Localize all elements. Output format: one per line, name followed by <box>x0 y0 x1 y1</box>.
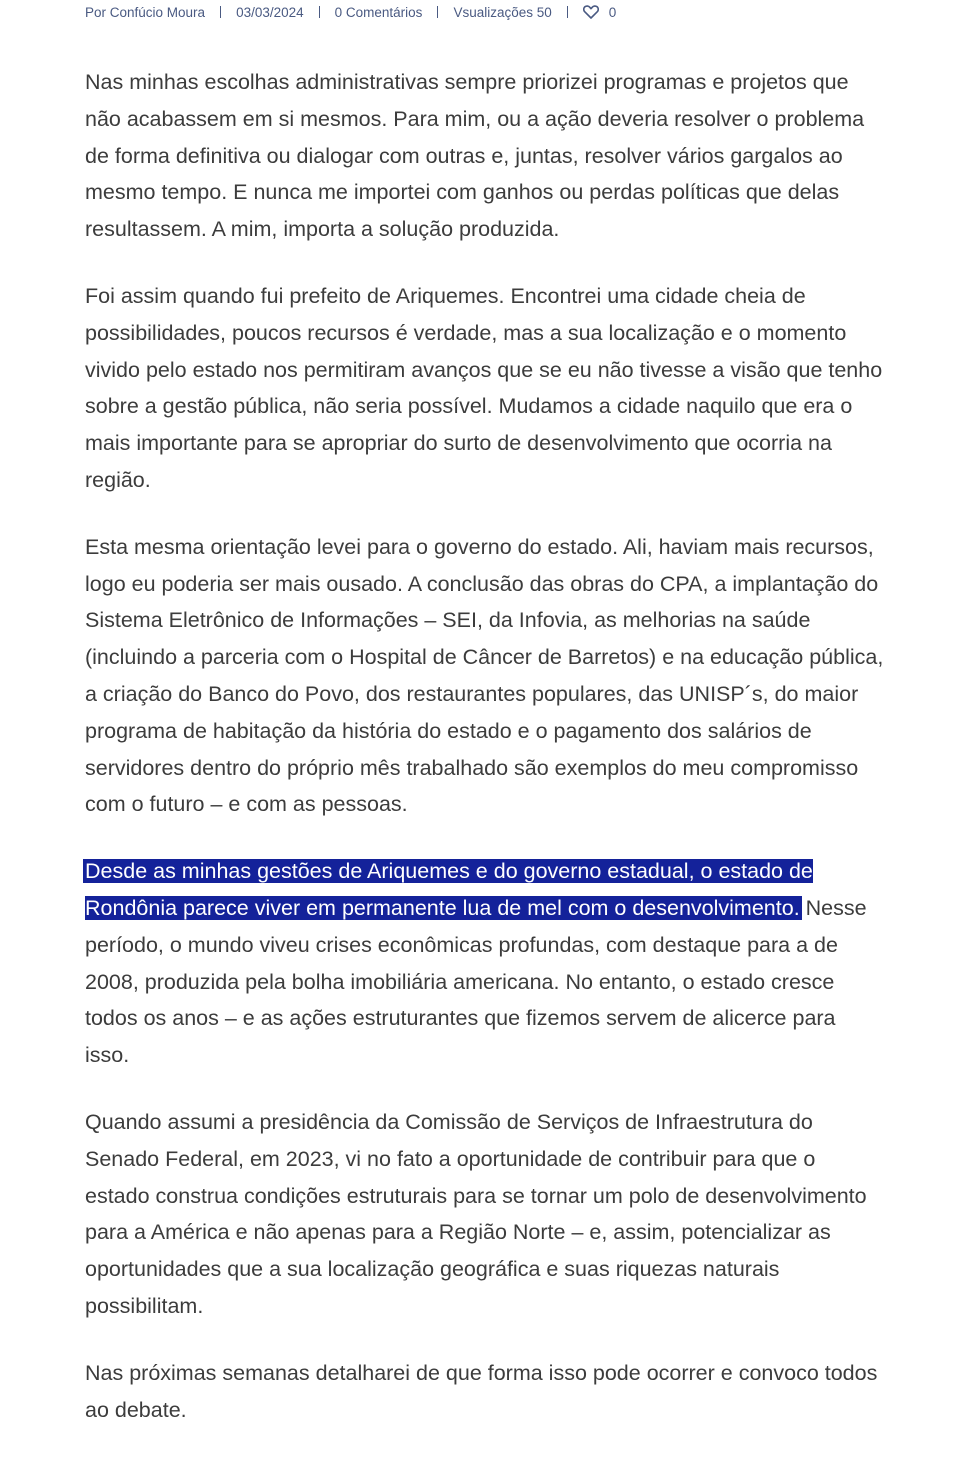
paragraph-5: Quando assumi a presidência da Comissão de Serviços de Infraestrutura do Senado Federal, em 2023, vi no fato a oportunidade de contribuir para que o estado construa condições estruturais para se tornar um polo de desenvolvimento para a América e não apenas para a Região Norte – e, assim, potencializar as oportunidades que a sua localização geográfica e suas riquezas naturais possibilitam. <box>85 1109 867 1318</box>
paragraph-1: Nas minhas escolhas administrativas sempre priorizei programas e projetos que não acabassem em si mesmos. Para mim, ou a ação deveria resolver o problema de forma definitiva ou dialogar com outras e, juntas, resolver vários gargalos ao mesmo tempo. E nunca me importei com ganhos ou perdas políticas que delas resultassem. A mim, importa a solução produzida. <box>85 70 865 242</box>
article-body <box>85 64 885 1458</box>
paragraph-3: Esta mesma orientação levei para o governo do estado. Ali, haviam mais recursos, logo eu poderia ser mais ousado. A conclusão das obras do CPA, a implantação do Sistema Eletrônico de Informações – SEI, da Infovia, as melhorias na saúde (incluindo a parceria com o Hospital de Câncer de Barretos) e na educação pública, a criação do Banco do Povo, dos restaurantes populares, das UNISP´s, do maior programa de habitação da história do estado e o pagamento dos salários de servidores dentro do próprio mês trabalhado são exemplos do meu compromisso com o futuro – e com as pessoas. <box>85 534 884 817</box>
paragraph-4-rest: Nesse período, o mundo viveu crises econômicas profundas, com destaque para a de 2008, produzida pela bolha imobiliária americana. No entanto, o estado cresce todos os anos – e as ações estruturantes que fizemos servem de alicerce para isso. <box>85 895 867 1068</box>
selected-text[interactable]: Desde as minhas gestões de Ariquemes e do governo estadual, o estado de Rondônia parece viver em permanente lua de mel com o desenvolvimento. <box>85 859 813 920</box>
post-date: 03/03/2024 <box>236 4 304 20</box>
meta-divider <box>437 6 438 18</box>
post-meta-bar <box>85 3 616 21</box>
meta-divider <box>220 6 221 18</box>
views-count: Vsualizações 50 <box>453 4 552 20</box>
author-link[interactable]: Por Confúcio Moura <box>85 4 206 20</box>
paragraph-4 <box>85 853 885 1074</box>
paragraph-6: Nas próximas semanas detalharei de que forma isso pode ocorrer e convoco todos ao debate. <box>85 1360 878 1422</box>
meta-divider <box>319 6 320 18</box>
heart-icon[interactable] <box>583 5 599 19</box>
meta-divider <box>567 6 568 18</box>
comments-link[interactable]: 0 Comentários <box>334 4 423 20</box>
likes-count: 0 <box>608 4 617 20</box>
paragraph-2: Foi assim quando fui prefeito de Ariquemes. Encontrei uma cidade cheia de possibilidades, poucos recursos é verdade, mas a sua localização e o momento vivido pelo estado nos permitiram avanços que se eu não tivesse a visão que tenho sobre a gestão pública, não seria possível. Mudamos a cidade naquilo que era o mais importante para se apropriar do surto de desenvolvimento que ocorria na região. <box>85 283 883 492</box>
